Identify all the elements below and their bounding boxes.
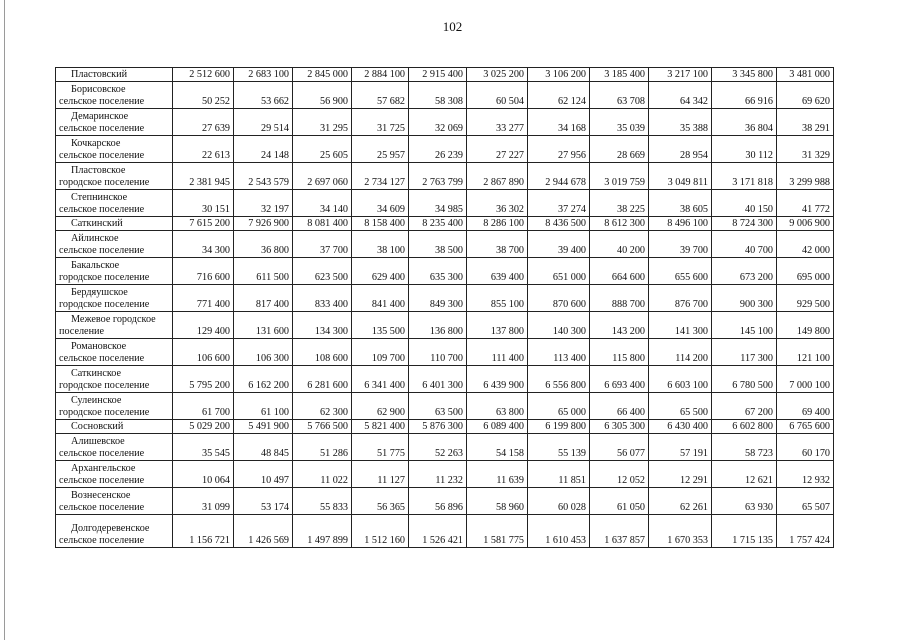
row-name-line: Долгодеревенское xyxy=(71,523,150,534)
row-name-line: городское поселение xyxy=(59,177,150,188)
value-cell: 65 000 xyxy=(528,393,590,420)
value-cell: 38 500 xyxy=(409,231,467,258)
row-name-cell xyxy=(56,136,173,163)
value-cell: 63 930 xyxy=(712,488,777,515)
value-cell: 62 300 xyxy=(293,393,352,420)
row-name-line: Кочкарское xyxy=(71,138,121,149)
value-cell: 876 700 xyxy=(649,285,712,312)
value-cell: 53 662 xyxy=(234,82,293,109)
value-cell: 34 300 xyxy=(173,231,234,258)
value-cell: 61 100 xyxy=(234,393,293,420)
row-name-line: Пластовское xyxy=(71,165,126,176)
value-cell: 2 867 890 xyxy=(467,163,528,190)
value-cell: 1 715 135 xyxy=(712,515,777,548)
value-cell: 56 365 xyxy=(352,488,409,515)
value-cell: 1 610 453 xyxy=(528,515,590,548)
value-cell: 841 400 xyxy=(352,285,409,312)
row-name-line: сельское поселение xyxy=(59,502,145,513)
value-cell: 136 800 xyxy=(409,312,467,339)
row-name-line: Романовское xyxy=(71,341,127,352)
value-cell: 8 081 400 xyxy=(293,217,352,231)
value-cell: 145 100 xyxy=(712,312,777,339)
page-number: 102 xyxy=(442,19,463,34)
table-row-settlement xyxy=(56,461,834,488)
row-name-cell xyxy=(56,366,173,393)
row-name-line: сельское поселение xyxy=(59,204,145,215)
row-name-cell xyxy=(56,420,173,434)
value-cell: 771 400 xyxy=(173,285,234,312)
value-cell: 639 400 xyxy=(467,258,528,285)
value-cell: 65 500 xyxy=(649,393,712,420)
value-cell: 11 851 xyxy=(528,461,590,488)
value-cell: 117 300 xyxy=(712,339,777,366)
value-cell: 56 077 xyxy=(590,434,649,461)
value-cell: 121 100 xyxy=(777,339,834,366)
value-cell: 25 957 xyxy=(352,136,409,163)
value-cell: 3 171 818 xyxy=(712,163,777,190)
row-name-line: городское поселение xyxy=(59,272,150,283)
row-name-cell xyxy=(56,163,173,190)
value-cell: 1 670 353 xyxy=(649,515,712,548)
value-cell: 52 263 xyxy=(409,434,467,461)
value-cell: 30 112 xyxy=(712,136,777,163)
value-cell: 63 708 xyxy=(590,82,649,109)
value-cell: 3 025 200 xyxy=(467,68,528,82)
row-name-line: сельское поселение xyxy=(59,475,145,486)
value-cell: 5 766 500 xyxy=(293,420,352,434)
value-cell: 8 724 300 xyxy=(712,217,777,231)
value-cell: 870 600 xyxy=(528,285,590,312)
value-cell: 1 757 424 xyxy=(777,515,834,548)
table-row-settlement xyxy=(56,285,834,312)
table-row-settlement xyxy=(56,312,834,339)
row-name-line: Архангельское xyxy=(71,463,136,474)
value-cell: 6 281 600 xyxy=(293,366,352,393)
row-name-cell xyxy=(56,312,173,339)
row-name-cell xyxy=(56,339,173,366)
row-name-line: сельское поселение xyxy=(59,96,145,107)
table-row-settlement xyxy=(56,393,834,420)
value-cell: 38 225 xyxy=(590,190,649,217)
value-cell: 11 127 xyxy=(352,461,409,488)
value-cell: 6 556 800 xyxy=(528,366,590,393)
row-name-cell xyxy=(56,461,173,488)
value-cell: 8 158 400 xyxy=(352,217,409,231)
value-cell: 629 400 xyxy=(352,258,409,285)
value-cell: 137 800 xyxy=(467,312,528,339)
value-cell: 106 600 xyxy=(173,339,234,366)
row-name-cell xyxy=(56,190,173,217)
value-cell: 12 052 xyxy=(590,461,649,488)
value-cell: 623 500 xyxy=(293,258,352,285)
value-cell: 111 400 xyxy=(467,339,528,366)
value-cell: 60 028 xyxy=(528,488,590,515)
value-cell: 11 232 xyxy=(409,461,467,488)
value-cell: 3 049 811 xyxy=(649,163,712,190)
value-cell: 42 000 xyxy=(777,231,834,258)
value-cell: 2 845 000 xyxy=(293,68,352,82)
value-cell: 135 500 xyxy=(352,312,409,339)
value-cell: 141 300 xyxy=(649,312,712,339)
value-cell: 38 291 xyxy=(777,109,834,136)
row-name-line: сельское поселение xyxy=(59,245,145,256)
table-row-district xyxy=(56,217,834,231)
table-row-settlement xyxy=(56,109,834,136)
row-name-line: Сосновский xyxy=(71,421,124,432)
row-name-cell xyxy=(56,434,173,461)
value-cell: 6 162 200 xyxy=(234,366,293,393)
value-cell: 134 300 xyxy=(293,312,352,339)
value-cell: 1 497 899 xyxy=(293,515,352,548)
value-cell: 34 140 xyxy=(293,190,352,217)
value-cell: 31 099 xyxy=(173,488,234,515)
table-row-settlement xyxy=(56,163,834,190)
row-name-line: сельское поселение xyxy=(59,150,145,161)
value-cell: 8 286 100 xyxy=(467,217,528,231)
value-cell: 11 639 xyxy=(467,461,528,488)
value-cell: 28 954 xyxy=(649,136,712,163)
value-cell: 2 884 100 xyxy=(352,68,409,82)
value-cell: 56 896 xyxy=(409,488,467,515)
value-cell: 37 700 xyxy=(293,231,352,258)
row-name-line: Бакальское xyxy=(71,260,120,271)
table-row-settlement xyxy=(56,82,834,109)
value-cell: 62 124 xyxy=(528,82,590,109)
value-cell: 888 700 xyxy=(590,285,649,312)
value-cell: 5 491 900 xyxy=(234,420,293,434)
row-name-line: сельское поселение xyxy=(59,123,145,134)
row-name-cell xyxy=(56,82,173,109)
value-cell: 6 439 900 xyxy=(467,366,528,393)
value-cell: 51 286 xyxy=(293,434,352,461)
value-cell: 6 765 600 xyxy=(777,420,834,434)
value-cell: 10 497 xyxy=(234,461,293,488)
value-cell: 109 700 xyxy=(352,339,409,366)
value-cell: 6 780 500 xyxy=(712,366,777,393)
value-cell: 2 683 100 xyxy=(234,68,293,82)
table-row-settlement xyxy=(56,136,834,163)
value-cell: 149 800 xyxy=(777,312,834,339)
value-cell: 66 400 xyxy=(590,393,649,420)
value-cell: 65 507 xyxy=(777,488,834,515)
value-cell: 31 329 xyxy=(777,136,834,163)
value-cell: 2 543 579 xyxy=(234,163,293,190)
value-cell: 6 602 800 xyxy=(712,420,777,434)
table-row-district xyxy=(56,420,834,434)
row-name-line: сельское поселение xyxy=(59,535,145,546)
value-cell: 58 723 xyxy=(712,434,777,461)
value-cell: 51 775 xyxy=(352,434,409,461)
value-cell: 27 227 xyxy=(467,136,528,163)
row-name-cell xyxy=(56,231,173,258)
row-name-cell xyxy=(56,488,173,515)
value-cell: 2 381 945 xyxy=(173,163,234,190)
value-cell: 57 682 xyxy=(352,82,409,109)
row-name-line: Саткинское xyxy=(71,368,122,379)
value-cell: 57 191 xyxy=(649,434,712,461)
value-cell: 10 064 xyxy=(173,461,234,488)
value-cell: 61 050 xyxy=(590,488,649,515)
value-cell: 5 821 400 xyxy=(352,420,409,434)
value-cell: 1 156 721 xyxy=(173,515,234,548)
row-name-line: Степнинское xyxy=(71,192,128,203)
value-cell: 7 926 900 xyxy=(234,217,293,231)
value-cell: 40 200 xyxy=(590,231,649,258)
value-cell: 5 876 300 xyxy=(409,420,467,434)
value-cell: 115 800 xyxy=(590,339,649,366)
value-cell: 32 197 xyxy=(234,190,293,217)
value-cell: 1 512 160 xyxy=(352,515,409,548)
value-cell: 855 100 xyxy=(467,285,528,312)
value-cell: 35 388 xyxy=(649,109,712,136)
value-cell: 2 763 799 xyxy=(409,163,467,190)
value-cell: 664 600 xyxy=(590,258,649,285)
value-cell: 33 277 xyxy=(467,109,528,136)
value-cell: 54 158 xyxy=(467,434,528,461)
value-cell: 129 400 xyxy=(173,312,234,339)
value-cell: 695 000 xyxy=(777,258,834,285)
value-cell: 131 600 xyxy=(234,312,293,339)
value-cell: 2 512 600 xyxy=(173,68,234,82)
row-name-line: Борисовское xyxy=(71,84,126,95)
value-cell: 58 960 xyxy=(467,488,528,515)
table-row-district xyxy=(56,68,834,82)
table-row-settlement xyxy=(56,488,834,515)
value-cell: 38 700 xyxy=(467,231,528,258)
value-cell: 833 400 xyxy=(293,285,352,312)
value-cell: 849 300 xyxy=(409,285,467,312)
value-cell: 2 734 127 xyxy=(352,163,409,190)
value-cell: 114 200 xyxy=(649,339,712,366)
value-cell: 12 291 xyxy=(649,461,712,488)
value-cell: 110 700 xyxy=(409,339,467,366)
table-row-settlement xyxy=(56,515,834,548)
value-cell: 3 481 000 xyxy=(777,68,834,82)
value-cell: 36 800 xyxy=(234,231,293,258)
value-cell: 2 915 400 xyxy=(409,68,467,82)
value-cell: 63 500 xyxy=(409,393,467,420)
row-name-line: Вознесенское xyxy=(71,490,131,501)
value-cell: 140 300 xyxy=(528,312,590,339)
value-cell: 143 200 xyxy=(590,312,649,339)
value-cell: 67 200 xyxy=(712,393,777,420)
row-name-cell xyxy=(56,109,173,136)
value-cell: 26 239 xyxy=(409,136,467,163)
value-cell: 34 168 xyxy=(528,109,590,136)
value-cell: 48 845 xyxy=(234,434,293,461)
row-name-line: Саткинский xyxy=(71,218,123,229)
value-cell: 30 151 xyxy=(173,190,234,217)
value-cell: 61 700 xyxy=(173,393,234,420)
value-cell: 55 833 xyxy=(293,488,352,515)
value-cell: 3 217 100 xyxy=(649,68,712,82)
row-name-cell xyxy=(56,393,173,420)
value-cell: 62 900 xyxy=(352,393,409,420)
row-name-line: поселение xyxy=(59,326,104,337)
value-cell: 24 148 xyxy=(234,136,293,163)
value-cell: 66 916 xyxy=(712,82,777,109)
value-cell: 25 605 xyxy=(293,136,352,163)
value-cell: 40 150 xyxy=(712,190,777,217)
row-name-line: сельское поселение xyxy=(59,448,145,459)
row-name-line: Бердяушское xyxy=(71,287,128,298)
value-cell: 635 300 xyxy=(409,258,467,285)
value-cell: 9 006 900 xyxy=(777,217,834,231)
value-cell: 50 252 xyxy=(173,82,234,109)
value-cell: 28 669 xyxy=(590,136,649,163)
value-cell: 3 019 759 xyxy=(590,163,649,190)
value-cell: 8 612 300 xyxy=(590,217,649,231)
value-cell: 655 600 xyxy=(649,258,712,285)
row-name-line: городское поселение xyxy=(59,407,150,418)
row-name-line: Межевое городское xyxy=(71,314,156,325)
value-cell: 36 804 xyxy=(712,109,777,136)
value-cell: 3 345 800 xyxy=(712,68,777,82)
value-cell: 29 514 xyxy=(234,109,293,136)
table-row-settlement xyxy=(56,434,834,461)
row-name-line: городское поселение xyxy=(59,299,150,310)
value-cell: 6 199 800 xyxy=(528,420,590,434)
value-cell: 53 174 xyxy=(234,488,293,515)
value-cell: 62 261 xyxy=(649,488,712,515)
value-cell: 611 500 xyxy=(234,258,293,285)
value-cell: 6 603 100 xyxy=(649,366,712,393)
value-cell: 56 900 xyxy=(293,82,352,109)
data-table-body xyxy=(56,68,834,548)
value-cell: 106 300 xyxy=(234,339,293,366)
value-cell: 38 605 xyxy=(649,190,712,217)
value-cell: 8 235 400 xyxy=(409,217,467,231)
value-cell: 651 000 xyxy=(528,258,590,285)
value-cell: 39 400 xyxy=(528,231,590,258)
value-cell: 6 341 400 xyxy=(352,366,409,393)
value-cell: 12 932 xyxy=(777,461,834,488)
value-cell: 58 308 xyxy=(409,82,467,109)
value-cell: 1 637 857 xyxy=(590,515,649,548)
value-cell: 27 956 xyxy=(528,136,590,163)
value-cell: 1 426 569 xyxy=(234,515,293,548)
value-cell: 69 620 xyxy=(777,82,834,109)
value-cell: 6 430 400 xyxy=(649,420,712,434)
value-cell: 63 800 xyxy=(467,393,528,420)
value-cell: 31 295 xyxy=(293,109,352,136)
row-name-line: Сулеинское xyxy=(71,395,122,406)
table-row-settlement xyxy=(56,258,834,285)
value-cell: 64 342 xyxy=(649,82,712,109)
value-cell: 6 089 400 xyxy=(467,420,528,434)
value-cell: 900 300 xyxy=(712,285,777,312)
value-cell: 3 185 400 xyxy=(590,68,649,82)
table-row-settlement xyxy=(56,190,834,217)
value-cell: 35 039 xyxy=(590,109,649,136)
value-cell: 55 139 xyxy=(528,434,590,461)
value-cell: 36 302 xyxy=(467,190,528,217)
row-name-line: Пластовский xyxy=(71,69,128,80)
value-cell: 41 772 xyxy=(777,190,834,217)
value-cell: 22 613 xyxy=(173,136,234,163)
value-cell: 34 985 xyxy=(409,190,467,217)
value-cell: 39 700 xyxy=(649,231,712,258)
value-cell: 929 500 xyxy=(777,285,834,312)
value-cell: 60 170 xyxy=(777,434,834,461)
value-cell: 817 400 xyxy=(234,285,293,312)
value-cell: 5 029 200 xyxy=(173,420,234,434)
value-cell: 1 581 775 xyxy=(467,515,528,548)
value-cell: 6 305 300 xyxy=(590,420,649,434)
value-cell: 37 274 xyxy=(528,190,590,217)
row-name-cell xyxy=(56,285,173,312)
value-cell: 12 621 xyxy=(712,461,777,488)
row-name-line: городское поселение xyxy=(59,380,150,391)
value-cell: 60 504 xyxy=(467,82,528,109)
table-row-settlement xyxy=(56,339,834,366)
value-cell: 38 100 xyxy=(352,231,409,258)
table-row-settlement xyxy=(56,366,834,393)
row-name-cell xyxy=(56,217,173,231)
row-name-line: сельское поселение xyxy=(59,353,145,364)
value-cell: 11 022 xyxy=(293,461,352,488)
value-cell: 3 106 200 xyxy=(528,68,590,82)
value-cell: 716 600 xyxy=(173,258,234,285)
value-cell: 3 299 988 xyxy=(777,163,834,190)
value-cell: 2 697 060 xyxy=(293,163,352,190)
row-name-cell xyxy=(56,515,173,548)
value-cell: 8 436 500 xyxy=(528,217,590,231)
row-name-line: Айлинское xyxy=(71,233,119,244)
value-cell: 8 496 100 xyxy=(649,217,712,231)
value-cell: 108 600 xyxy=(293,339,352,366)
row-name-line: Демаринское xyxy=(71,111,129,122)
row-name-cell xyxy=(56,258,173,285)
value-cell: 1 526 421 xyxy=(409,515,467,548)
value-cell: 35 545 xyxy=(173,434,234,461)
value-cell: 34 609 xyxy=(352,190,409,217)
value-cell: 2 944 678 xyxy=(528,163,590,190)
value-cell: 673 200 xyxy=(712,258,777,285)
table-row-settlement xyxy=(56,231,834,258)
page-left-border xyxy=(4,0,5,640)
row-name-line: Алишевское xyxy=(71,436,125,447)
value-cell: 6 401 300 xyxy=(409,366,467,393)
value-cell: 31 725 xyxy=(352,109,409,136)
value-cell: 69 400 xyxy=(777,393,834,420)
value-cell: 113 400 xyxy=(528,339,590,366)
value-cell: 7 000 100 xyxy=(777,366,834,393)
row-name-cell xyxy=(56,68,173,82)
value-cell: 32 069 xyxy=(409,109,467,136)
value-cell: 6 693 400 xyxy=(590,366,649,393)
value-cell: 7 615 200 xyxy=(173,217,234,231)
value-cell: 40 700 xyxy=(712,231,777,258)
value-cell: 27 639 xyxy=(173,109,234,136)
value-cell: 5 795 200 xyxy=(173,366,234,393)
data-table xyxy=(55,67,834,548)
